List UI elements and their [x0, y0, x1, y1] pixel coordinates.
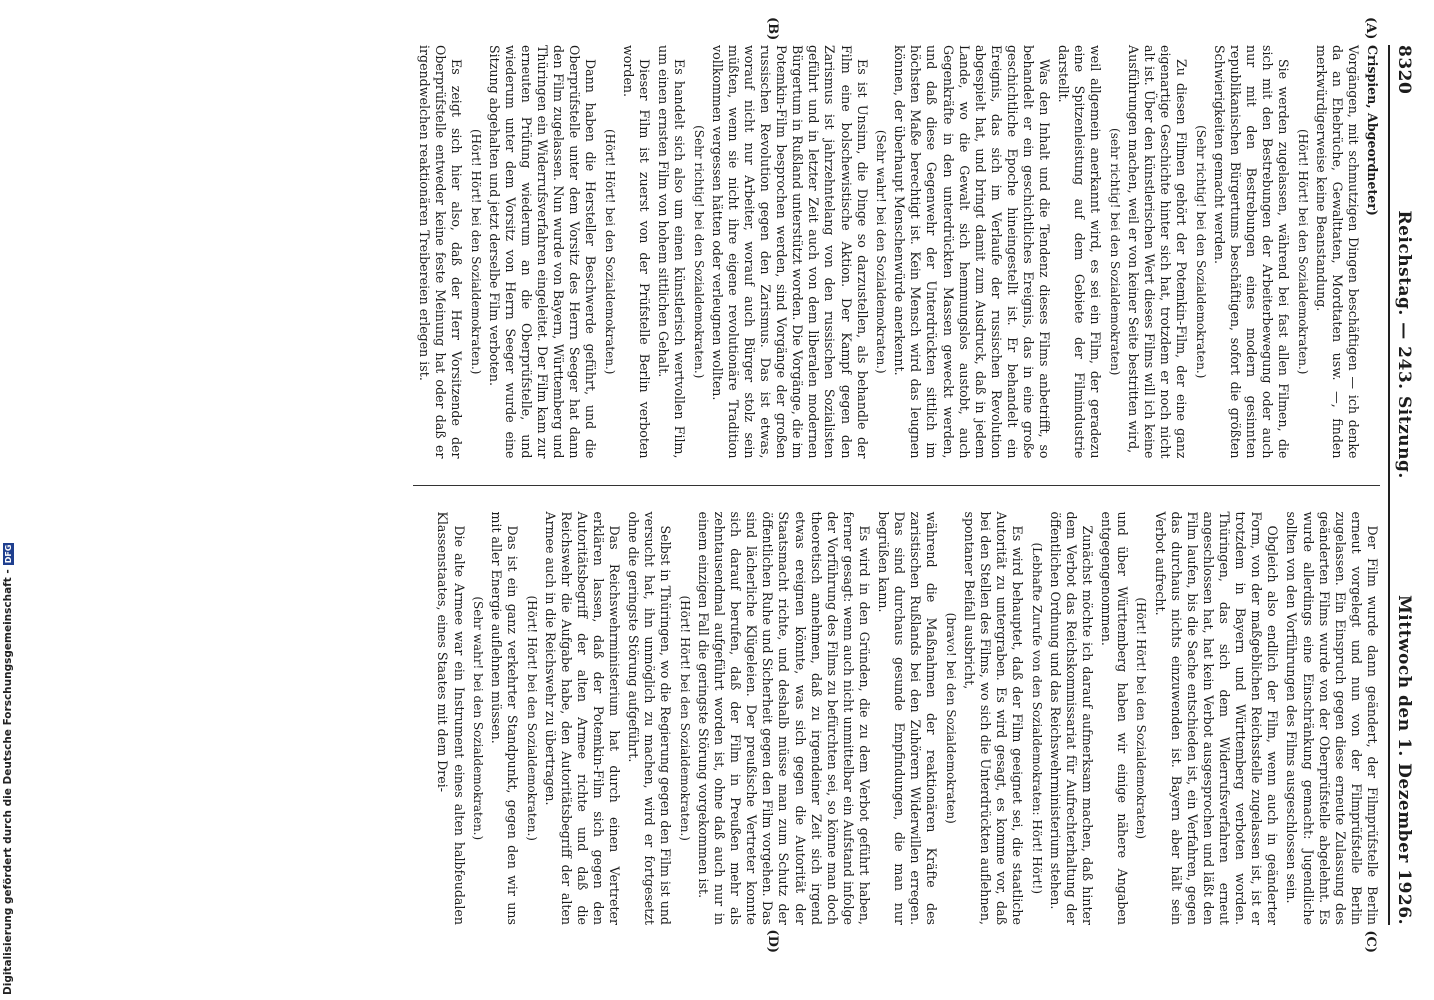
paragraph: weil allgemein anerkannt wird, es sei ein Film, der geradezu eine Spitzenleistung auf dem Gebiete der Filmindustrie darstellt. [1056, 45, 1104, 459]
interjection: (Sehr wahr! bei den Sozialdemokraten.) [874, 129, 889, 374]
text-columns [413, 17, 1380, 953]
margin-letter-b: (B) [765, 17, 780, 41]
paragraph: Es wird in den Gründen, die zu dem Verbot geführt haben, ferner gesagt: wenn auch nicht unmittelbar ein Aufstand infolge der Vorführung des Films zu befürchten sei, so könne man doch theoretisch annehmen, daß zu irgendeiner Zeit sich irgend etwas ereignen könnte, was sich gegen die Autorität der Staatsmacht richte, und deshalb müsse man zum Schutz der öffentlichen Ruhe und Sicherheit gegen den Film vorgehen. Das sind lächerliche Klügeleien. Der preußische Vertreter konnte sich darauf berufen, daß der Film in Preußen mehr als zehntausendmal aufgeführt worden ist, ohne daß auch nur in einem einzigen Fall die geringste Störung vorgekommen ist. [695, 511, 872, 925]
interjection: (Sehr wahr! bei den Sozialdemokraten.) [470, 596, 485, 841]
paragraph: Dieser Film ist zuerst von der Prüfstelle Berlin verboten worden. [620, 45, 653, 459]
paragraph: Dann haben die Hersteller Beschwerde geführt, und die Oberprüfstelle unter dem Vorsitz des Herrn Seeger hat dann den Film zugelassen. Nun wurde von Bayern, Württemberg und Thüringen ein Widerrufsverfahren eingeleitet. Der Film kam zur erneuten Prüfung wiederum an die Oberprüfstelle, und wiederum unter dem Vorsitz von Herrn Seeger wurde eine Sitzung abgehalten und jetzt derselbe Film verboten. [486, 45, 599, 459]
digitization-credit [2, 543, 14, 995]
interjection: (Hört! Hört! bei den Sozialdemokraten) [1134, 597, 1149, 840]
session-date: Mittwoch den 1. Dezember 1926. [1394, 594, 1414, 925]
interjection: (Hört! Hört! bei den Sozialdemokraten.) [677, 595, 692, 841]
page-header [1388, 45, 1414, 925]
paragraph: Es zeigt sich hier also, daß der Herr Vorsitzende der Oberprüfstelle entweder keine feste Meinung hat oder daß er irgendwelchen reaktionären Treibereien erlegen ist. [417, 45, 465, 459]
paragraph: Es wird behauptet, daß der Film geeignet sei, die staatliche Autorität zu untergraben. Es wird gesagt, es komme vor, daß bei den Stellen des Films, wo sich die Unterdrückten auflehnen, spontaner Beifall ausbricht, [961, 511, 1026, 925]
margin-letter-d: (D) [765, 929, 780, 953]
left-column [413, 45, 1380, 459]
interjection: (Hört! Hört! bei den Sozialdemokraten.) [468, 128, 483, 375]
paragraph: und über Württemberg haben wir einige nähere Angaben entgegengenommen. [1099, 511, 1131, 925]
dfg-logo-icon: DFG [3, 544, 13, 564]
speaker-name: Crispien, Abgeordneter) [1365, 45, 1380, 216]
paragraph: Der Film wurde dann geändert, der Filmprüfstelle Berlin erneut vorgelegt und nun von der Filmprüfstelle Berlin zugelassen. Ein Einspruch gegen diese erneute Zulassung des geänderten Films wurde von der Oberprüfstelle abgelehnt. Es wurde allerdings eine Einschränkung gemacht: Jugendliche sollten von den Vorführungen des Films ausgeschlossen sein. [1284, 511, 1380, 925]
paragraph: während die Maßnahmen der reaktionären Kräfte des zaristischen Rußlands bei den Zuhörern Widerwillen erregen. Das sind durchaus gesunde Empfindungen, die man nur begrüßen kann. [876, 511, 940, 925]
paragraph: Vorgängen, mit schmutzigen Dingen beschäftigen — ich denke da an Ehebrüche, Gewalttaten, Mordtaten usw. —, finden merkwürdigerweise keine Beanstandung. [1313, 45, 1361, 459]
page-number: 8320 [1394, 45, 1414, 95]
session-title: Reichstag. — 243. Sitzung. [1394, 210, 1414, 479]
paragraph: Zu diesen Filmen gehört der Potemkin-Film, der eine ganz eigenartige Geschichte hinter sich hat, trotzdem er noch nicht alt ist. Über den künstlerischen Wert dieses Films will ich keine Ausführungen machen, weil er von keiner Seite bestritten wird, [1125, 45, 1190, 459]
interjection: (Sehr richtig! bei den Sozialdemokraten.) [1193, 125, 1208, 379]
paragraph: Was den Inhalt und die Tendenz dieses Films anbetrifft, so behandelt er ein geschichtliches Ereignis, das in eine große geschichtliche Epoche hineingestellt ist. Er behandelt ein Ereignis, das sich im Verlaufe der russischen Revolution abgespielt hat, und bringt damit zum Ausdruck, daß in jedem Lande, wo die Gewalt sich hemmungslos austobt, auch Gegenkräfte in den unterdrückten Massen geweckt werden, und daß diese Gegenwehr der Unterdrückten sittlich im höchsten Maße berechtigt ist. Kein Mensch wird das leugnen können, der überhaupt Menschenwürde anerkennt. [892, 45, 1053, 459]
paragraph: Die alte Armee war ein Instrument eines alten halbfeudalen Klassenstaates, eines Staates mit dem Drei- [435, 511, 467, 925]
paragraph: Sie werden zugelassen, während bei fast allen Filmen, die sich mit den Bestrebungen der Arbeiterbewegung oder auch nur mit den Bestrebungen eines modern gesinnten republikanischen Bürgertums beschäftigen, sofort die größten Schwierigkeiten gemacht werden. [1211, 45, 1292, 459]
paragraph: Es ist Unsinn, die Dinge so darzustellen, als behandle der Film eine bolschewistische Aktion. Der Kampf gegen den Zarismus ist jahrzehntelang von den russischen Sozialisten geführt und in letzter Zeit auch von dem liberalen modernen Bürgertum in Rußland unterstützt worden. Die Vorgänge, die im Potemkin-Film besprochen werden, sind Vorgänge der großen russischen Revolution gegen den Zarismus. Das ist etwas, worauf nicht nur Arbeiter, worauf auch Bürger stolz sein müßten, wenn sie nicht ihre eigene revolutionäre Tradition vollkommen vergessen hätten oder verleugnen wollten. [709, 45, 870, 459]
paragraph: Obgleich also endlich der Film, wenn auch in geänderter Form, von der maßgeblichen Reichsstelle zugelassen ist, ist er trotzdem in Bayern und Württemberg verboten worden. Thüringen, das sich dem Widerrufsverfahren erneut angeschlossen hat, hat kein Verbot ausgesprochen und läßt den Film laufen, bis die Sache entschieden ist, ein Verfahren, gegen das durchaus nichts einzuwenden ist. Bayern aber hält sein Verbot aufrecht. [1152, 511, 1281, 925]
margin-letter-a: (A) [1363, 17, 1378, 40]
document-page [114, 15, 1434, 955]
interjection: (Hört! Hört! bei den Sozialdemokraten.) [602, 128, 617, 375]
interjection: (Sehr richtig! bei den Sozialdemokraten.) [691, 125, 706, 379]
interjection: (bravo! bei den Sozialdemokraten) [943, 612, 958, 824]
paragraph: Es handelt sich also um einen künstlerisch wertvollen Film, um einen ernsten Film von hohem sittlichen Gehalt. [656, 45, 688, 459]
paragraph: Zunächst möchte ich darauf aufmerksam machen, daß hinter dem Verbot das Reichskommissariat für Aufrechterhaltung der öffentlichen Ordnung und das Reichswehrministerium stehen. [1047, 511, 1095, 925]
paragraph: Das ist ein ganz verkehrter Standpunkt, gegen den wir uns mit aller Energie auflehnen müssen. [489, 511, 521, 925]
interjection: (Hört! Hört! bei den Sozialdemokraten.) [1295, 128, 1310, 375]
interjection: (Hört! Hört! bei den Sozialdemokraten.) [524, 595, 539, 841]
interjection: (sehr richtig! bei den Sozialdemokraten) [1107, 128, 1122, 376]
margin-letter-c: (C) [1363, 930, 1378, 953]
interjection: (Lebhafte Zurufe von den Sozialdemokraten: Hört! Hört!) [1029, 542, 1044, 895]
column-divider [413, 485, 1380, 486]
right-column [413, 512, 1380, 926]
paragraph: Das Reichswehrministerium hat durch einen Vertreter erklären lassen, daß der Potemkin-Film sich gegen den Autoritätsbegriff der alten Armee richte und daß die Reichswehr die Aufgabe habe, den Autoritätsbegriff der alten Armee auch in die Reichswehr zu übertragen. [542, 511, 623, 925]
credit-text: Digitalisierung gefördert durch die Deutsche Forschungsgemeinschaft - [2, 569, 14, 995]
paragraph: Selbst in Thüringen, wo die Regierung gegen den Film ist und versucht hat, ihn unmöglich zu machen, wird er fortgesetzt ohne die geringste Störung aufgeführt. [626, 511, 674, 925]
